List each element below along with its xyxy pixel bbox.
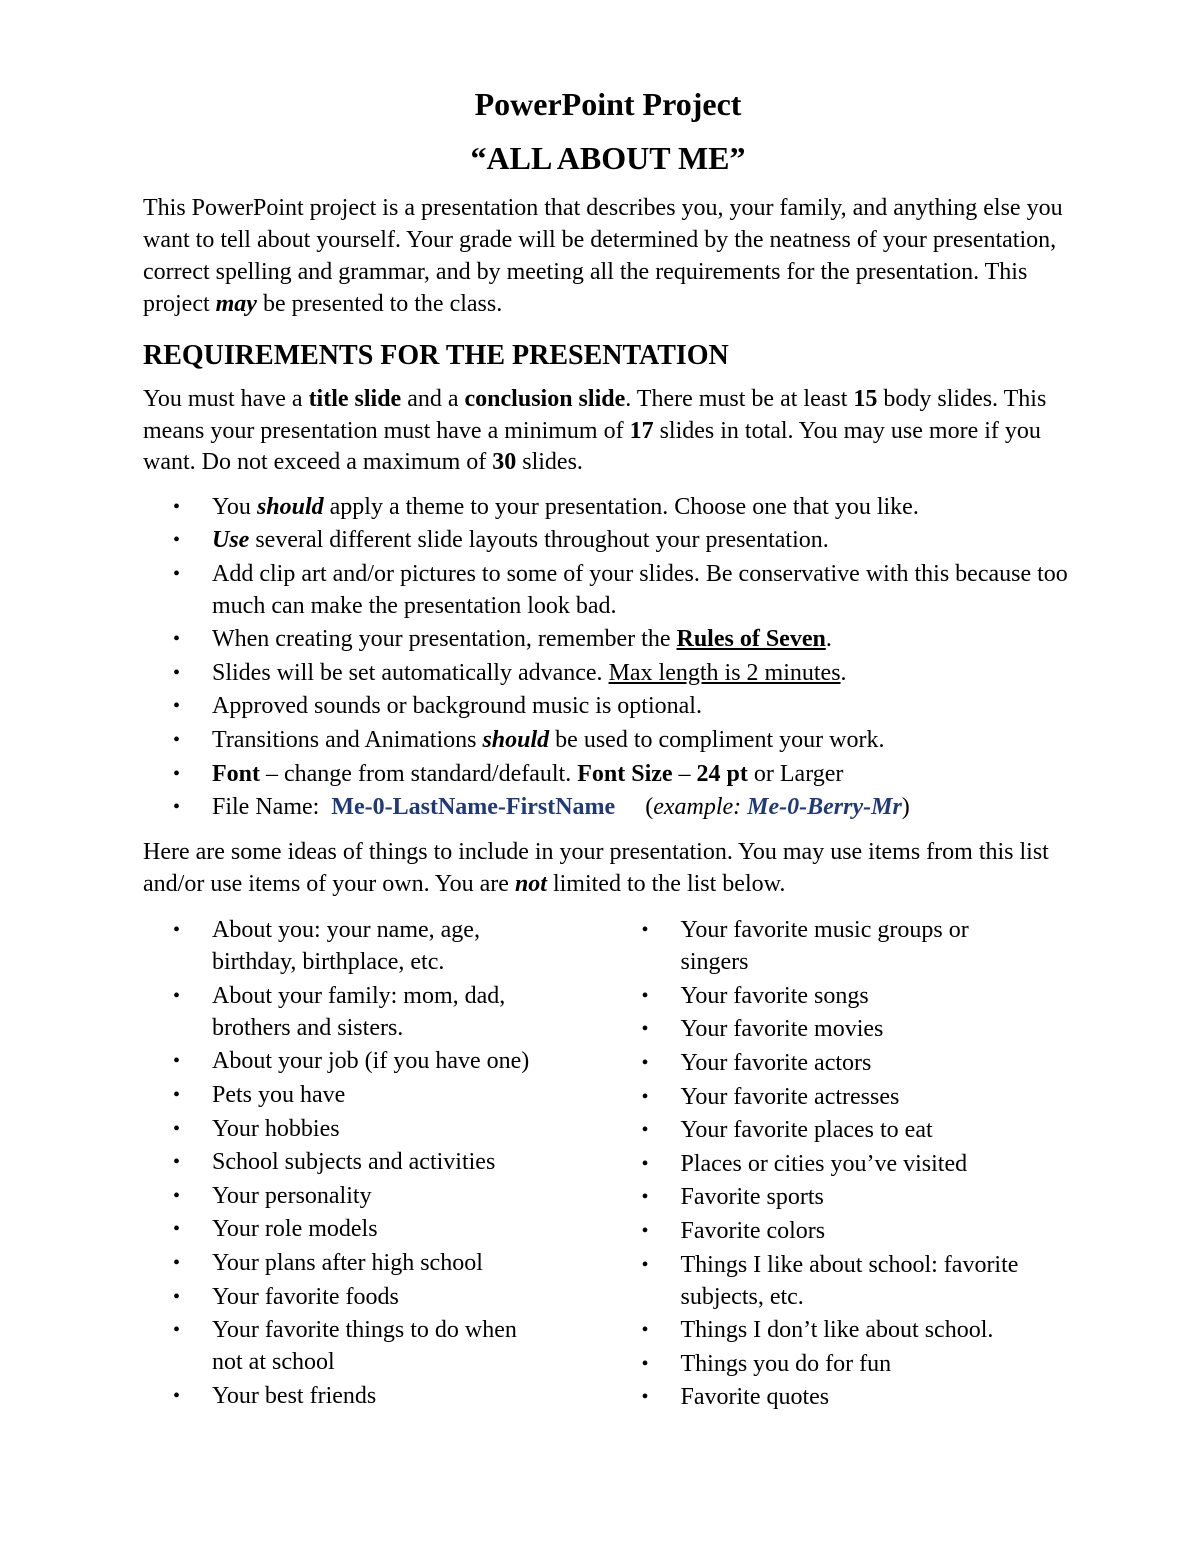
ideas-paragraph: Here are some ideas of things to include in your presentation. You may use items from this list and/or use items of your own. You are not limited to the list below.: [143, 839, 1049, 897]
list-item: • Your favorite actresses: [612, 1081, 1074, 1113]
requirements-heading: REQUIREMENTS FOR THE PRESENTATION: [143, 340, 729, 371]
bullet-icon: •: [173, 628, 181, 651]
document-subtitle: “ALL ABOUT ME”: [470, 140, 746, 176]
ideas-columns: [143, 914, 1073, 1415]
list-item: • Your favorite music groups or singers: [612, 914, 1074, 978]
bullet-icon: •: [173, 1384, 181, 1407]
document-page: [143, 82, 1073, 1415]
bullet-icon: •: [173, 529, 181, 552]
bullet-icon: •: [173, 661, 181, 684]
list-item: • Your favorite foods: [143, 1281, 605, 1313]
bullet-icon: •: [641, 1119, 649, 1142]
list-item: • Slides will be set automatically advance. Max length is 2 minutes.: [143, 657, 1073, 689]
list-item: • About your job (if you have one): [143, 1045, 605, 1077]
list-item: • Font – change from standard/default. Font Size – 24 pt or Larger: [143, 758, 1073, 790]
bullet-icon: •: [641, 1352, 649, 1375]
list-item: • Pets you have: [143, 1079, 605, 1111]
list-item: • Your favorite places to eat: [612, 1114, 1074, 1146]
list-item: • Places or cities you’ve visited: [612, 1148, 1074, 1180]
list-item: • Your plans after high school: [143, 1247, 605, 1279]
file-name-example: Me-0-Berry-Mr: [747, 794, 902, 821]
list-item: • Favorite colors: [612, 1215, 1074, 1247]
list-item: • Transitions and Animations should be used to compliment your work.: [143, 724, 1073, 756]
list-item: • File Name: Me-0-LastName-FirstName (example: Me-0-Berry-Mr): [143, 791, 1073, 823]
bullet-icon: •: [173, 1084, 181, 1107]
list-item: • Your favorite songs: [612, 980, 1074, 1012]
requirements-list: [143, 491, 1073, 824]
list-item: • About you: your name, age, birthday, birthplace, etc.: [143, 914, 605, 978]
bullet-icon: •: [641, 1018, 649, 1041]
bullet-icon: •: [173, 1285, 181, 1308]
intro-paragraph: This PowerPoint project is a presentation that describes you, your family, and anything else you want to tell about yourself. Your grade will be determined by the neatness of your presentation, correct spelling and grammar, and by meeting all the requirements for the presentation. This project may be presented to the class.: [143, 195, 1063, 317]
bullet-icon: •: [173, 695, 181, 718]
bullet-icon: •: [641, 1319, 649, 1342]
bullet-icon: •: [641, 1386, 649, 1409]
list-item: • Your personality: [143, 1180, 605, 1212]
list-item: • Your favorite movies: [612, 1013, 1074, 1045]
bullet-icon: •: [641, 1253, 649, 1276]
bullet-icon: •: [173, 1050, 181, 1073]
bullet-icon: •: [173, 1252, 181, 1274]
list-item: • Your best friends: [143, 1380, 605, 1412]
bullet-icon: •: [173, 919, 181, 942]
bullet-icon: •: [173, 495, 181, 518]
bullet-icon: •: [641, 1186, 649, 1209]
list-item: • About your family: mom, dad, brothers and sisters.: [143, 980, 605, 1044]
list-item: • Use several different slide layouts throughout your presentation.: [143, 524, 1073, 556]
list-item: • Approved sounds or background music is optional.: [143, 690, 1073, 722]
bullet-icon: •: [173, 1319, 181, 1342]
bullet-icon: •: [173, 729, 181, 752]
bullet-icon: •: [641, 1220, 649, 1242]
bullet-icon: •: [173, 562, 181, 585]
ideas-list-left: [143, 914, 605, 1415]
bullet-icon: •: [173, 1184, 181, 1207]
list-item: • Favorite quotes: [612, 1381, 1074, 1413]
list-item: • When creating your presentation, remember the Rules of Seven.: [143, 623, 1073, 655]
requirements-paragraph: You must have a title slide and a conclusion slide. There must be at least 15 body slides. This means your presentation must have a minimum of 17 slides in total. You may use more if you want. Do not exceed a maximum of 30 slides.: [143, 386, 1047, 475]
list-item: • Your role models: [143, 1213, 605, 1245]
bullet-icon: •: [641, 1152, 649, 1175]
bullet-icon: •: [173, 1218, 181, 1241]
bullet-icon: •: [173, 984, 181, 1007]
list-item: • Your favorite actors: [612, 1047, 1074, 1079]
file-name-format: Me-0-LastName-FirstName: [331, 794, 616, 821]
bullet-icon: •: [173, 1151, 181, 1174]
bullet-icon: •: [641, 919, 649, 942]
list-item: • Things I like about school: favorite subjects, etc.: [612, 1249, 1074, 1313]
bullet-icon: •: [173, 1117, 181, 1140]
bullet-icon: •: [173, 796, 181, 819]
ideas-list-right: [612, 914, 1074, 1415]
bullet-icon: •: [173, 762, 181, 785]
list-item: • Things I don’t like about school.: [612, 1314, 1074, 1346]
list-item: • School subjects and activities: [143, 1146, 605, 1178]
list-item: • Things you do for fun: [612, 1348, 1074, 1380]
bullet-icon: •: [641, 1085, 649, 1108]
document-title: PowerPoint Project: [474, 86, 742, 122]
list-item: • Your favorite things to do when not at school: [143, 1314, 605, 1378]
list-item: • Add clip art and/or pictures to some of your slides. Be conservative with this because too much can make the presentation look bad.: [143, 558, 1073, 622]
list-item: • Favorite sports: [612, 1181, 1074, 1213]
bullet-icon: •: [641, 984, 649, 1007]
bullet-icon: •: [641, 1052, 649, 1075]
list-item: • Your hobbies: [143, 1113, 605, 1145]
list-item: • You should apply a theme to your presentation. Choose one that you like.: [143, 491, 1073, 523]
